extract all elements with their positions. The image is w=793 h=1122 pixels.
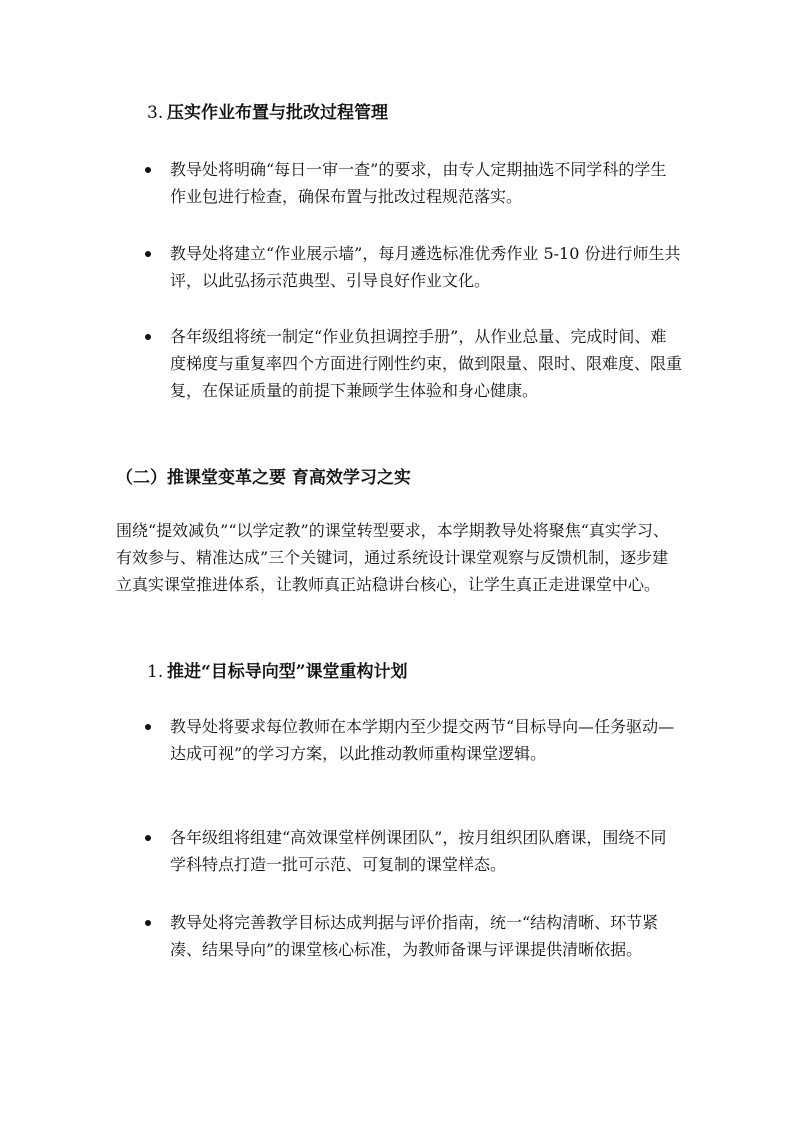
- bullet-dot-icon: [145, 835, 151, 841]
- list-item-text: 教导处将要求每位教师在本学期内至少提交两节“目标导向—任务驱动—达成可视”的学习方案，以此推动教师重构课堂逻辑。: [170, 717, 675, 763]
- subheading-1: [147, 659, 408, 685]
- list-item: [142, 240, 682, 294]
- list-item-text: 各年级组将统一制定“作业负担调控手册”，从作业总量、完成时间、难度梯度与重复率四个方面进行刚性约束，做到限量、限时、限难度、限重复，在保证质量的前提下兼顾学生体验和身心健康。: [170, 327, 683, 400]
- subheading-3-number: 3.: [147, 103, 164, 123]
- intro-paragraph: 围绕“提效减负”“以学定教”的课堂转型要求，本学期教导处将聚焦“真实学习、有效参与、精准达成”三个关键词，通过系统设计课堂观察与反馈机制，逐步建立真实课堂推进体系，让教师真正站稳讲台核心，让学生真正走进课堂中心。: [116, 521, 669, 594]
- list-item-text: 教导处将明确“每日一审一查”的要求，由专人定期抽选不同学科的学生作业包进行检查，确保布置与批改过程规范落实。: [170, 160, 667, 206]
- subheading-1-number: 1.: [147, 662, 164, 682]
- list-item: [142, 824, 682, 878]
- list-item: [142, 713, 682, 767]
- bullet-dot-icon: [145, 334, 151, 340]
- subheading-1-text: 推进“目标导向型”课堂重构计划: [167, 662, 408, 682]
- list-item: [142, 909, 682, 963]
- bullet-dot-icon: [145, 167, 151, 173]
- list-item-text: 各年级组将组建“高效课堂样例课团队”，按月组织团队磨课，围绕不同学科特点打造一批可示范、可复制的课堂样态。: [170, 828, 667, 874]
- list-item: [142, 323, 682, 404]
- bullet-dot-icon: [145, 920, 151, 926]
- list-item-text: 教导处将建立“作业展示墙”，每月遴选标准优秀作业 5-10 份进行师生共评，以此弘扬示范典型、引导良好作业文化。: [170, 244, 681, 290]
- bullet-dot-icon: [145, 251, 151, 257]
- list-item-text: 教导处将完善教学目标达成判据与评价指南，统一“结构清晰、环节紧凑、结果导向”的课堂核心标准，为教师备课与评课提供清晰依据。: [170, 913, 659, 959]
- subheading-3: [147, 100, 388, 126]
- subheading-3-text: 压实作业布置与批改过程管理: [167, 103, 388, 123]
- section-heading: （二）推课堂变革之要 育高效学习之实: [116, 468, 411, 488]
- list-item: [142, 156, 682, 210]
- bullet-dot-icon: [145, 724, 151, 730]
